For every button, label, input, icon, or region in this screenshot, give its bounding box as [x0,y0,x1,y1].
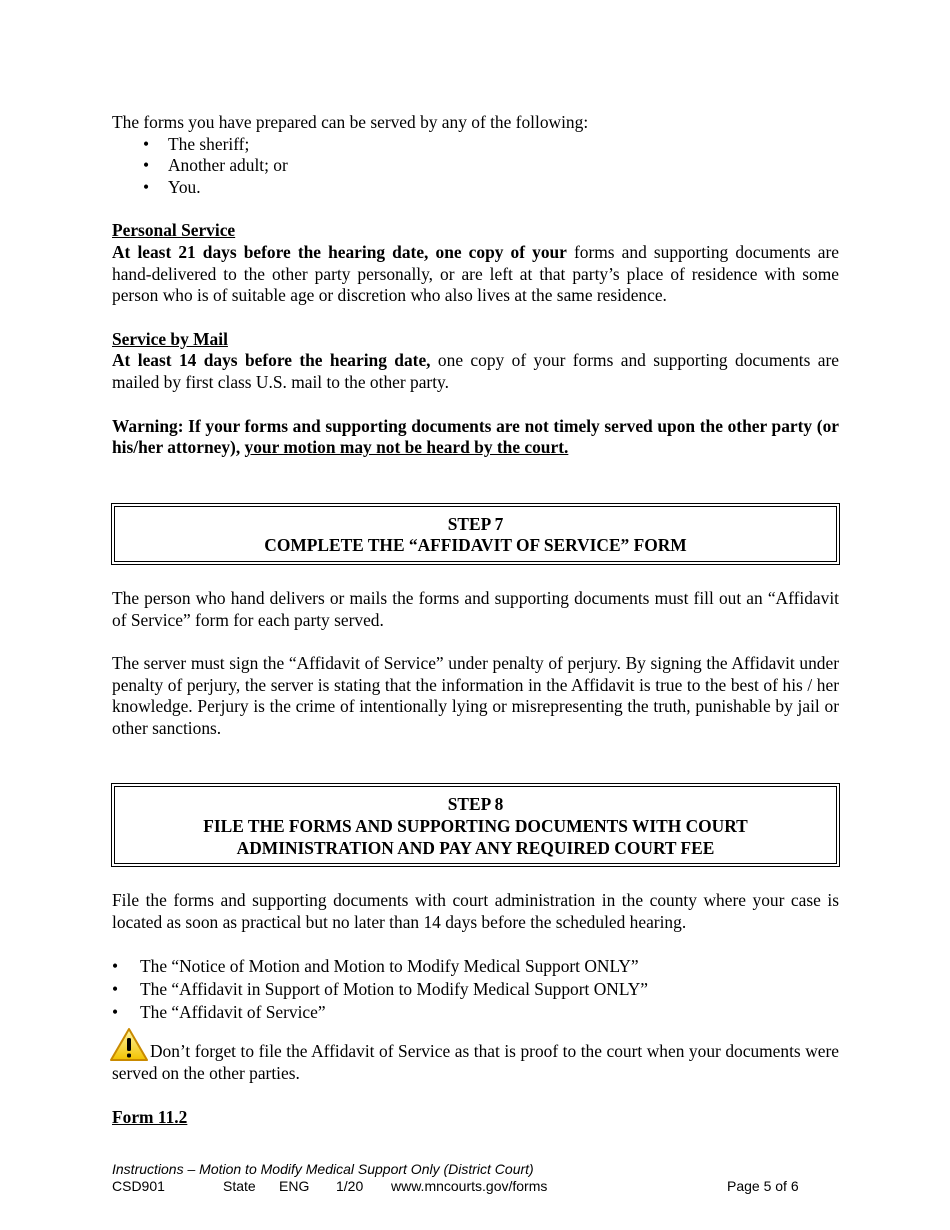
documents-to-file-list [112,955,839,1024]
document-page [112,112,839,1129]
step7-paragraph-1: The person who hand delivers or mails the forms and supporting documents must fill out an “Affidavit of Service” form for each party served. [112,587,839,630]
footer-jurisdiction: State [223,1178,256,1194]
step8-number: STEP 8 [447,794,504,815]
list-item: • The “Affidavit in Support of Motion to Modify Medical Support ONLY” [112,978,839,1001]
step8-paragraph: File the forms and supporting documents with court administration in the county where your case is located as soon as practical but no later than 14 days before the scheduled hearing. [112,890,839,932]
page-footer [112,1161,812,1195]
personal-service-text: forms and supporting documents are hand-delivered to the other party personally, or are left at that party’s place of residence with some person who is of suitable age or discretion who also lives at the same residence. [112,241,840,306]
warning-underlined-text: your motion may not be heard by the court. [244,437,569,458]
footer-info-row [112,1178,812,1195]
mail-service-text: one copy of your forms and supporting documents are mailed by first class U.S. mail to the other party. [112,350,839,392]
warning-icon [109,1027,149,1063]
mail-service-lead: At least 14 days before the hearing date, [112,350,431,371]
footer-form-code: CSD901 [112,1178,165,1194]
mail-service-heading: Service by Mail [112,328,228,349]
footer-page-number: Page 5 of 6 [727,1178,799,1194]
list-item: • The “Notice of Motion and Motion to Modify Medical Support ONLY” [112,955,839,978]
step7-title: COMPLETE THE “AFFIDAVIT OF SERVICE” FORM [264,535,687,556]
step7-number: STEP 7 [447,513,504,534]
personal-service-heading: Personal Service [112,220,236,241]
step8-title-line-1: FILE THE FORMS AND SUPPORTING DOCUMENTS WITH COURT [203,816,748,837]
mail-service-paragraph [112,350,839,393]
form-reference: Form 11.2 [112,1107,188,1128]
step8-title-line-2: ADMINISTRATION AND PAY ANY REQUIRED COURT FEE [236,837,715,858]
reminder-text: Don’t forget to file the Affidavit of Service as that is proof to the court when your documents were served on the other parties. [112,1041,839,1084]
footer-language: ENG [279,1178,310,1194]
footer-date: 1/20 [336,1178,364,1194]
personal-service-lead: At least 21 days before the hearing date, one copy of your [112,241,567,262]
list-item: • The “Affidavit of Service” [112,1001,839,1024]
list-item: • You. [143,177,839,199]
step8-box [111,783,840,867]
personal-service-paragraph [112,242,839,307]
warning-paragraph [112,416,839,459]
list-item: • The sheriff; [143,134,839,156]
step7-paragraph-2: The server must sign the “Affidavit of Service” under penalty of perjury. By signing the Affidavit under penalty of perjury, the server is stating that the information in the Affidavit is true to the best of his / her knowledge. Perjury is the crime of intentionally lying or misrepresenting the truth, punishable by jail or other sanctions. [112,653,839,738]
service-methods-list [112,134,839,199]
warning-text: Warning: If your forms and supporting documents are not timely served upon the other party (or his/her attorney), [112,415,839,458]
reminder-paragraph [112,1027,839,1085]
service-intro-text: The forms you have prepared can be served by any of the following: [112,112,589,132]
step7-box [111,503,840,565]
footer-title: Instructions – Motion to Modify Medical Support Only (District Court) [112,1161,534,1177]
list-item: • Another adult; or [143,155,839,177]
footer-url: www.mncourts.gov/forms [391,1178,548,1194]
